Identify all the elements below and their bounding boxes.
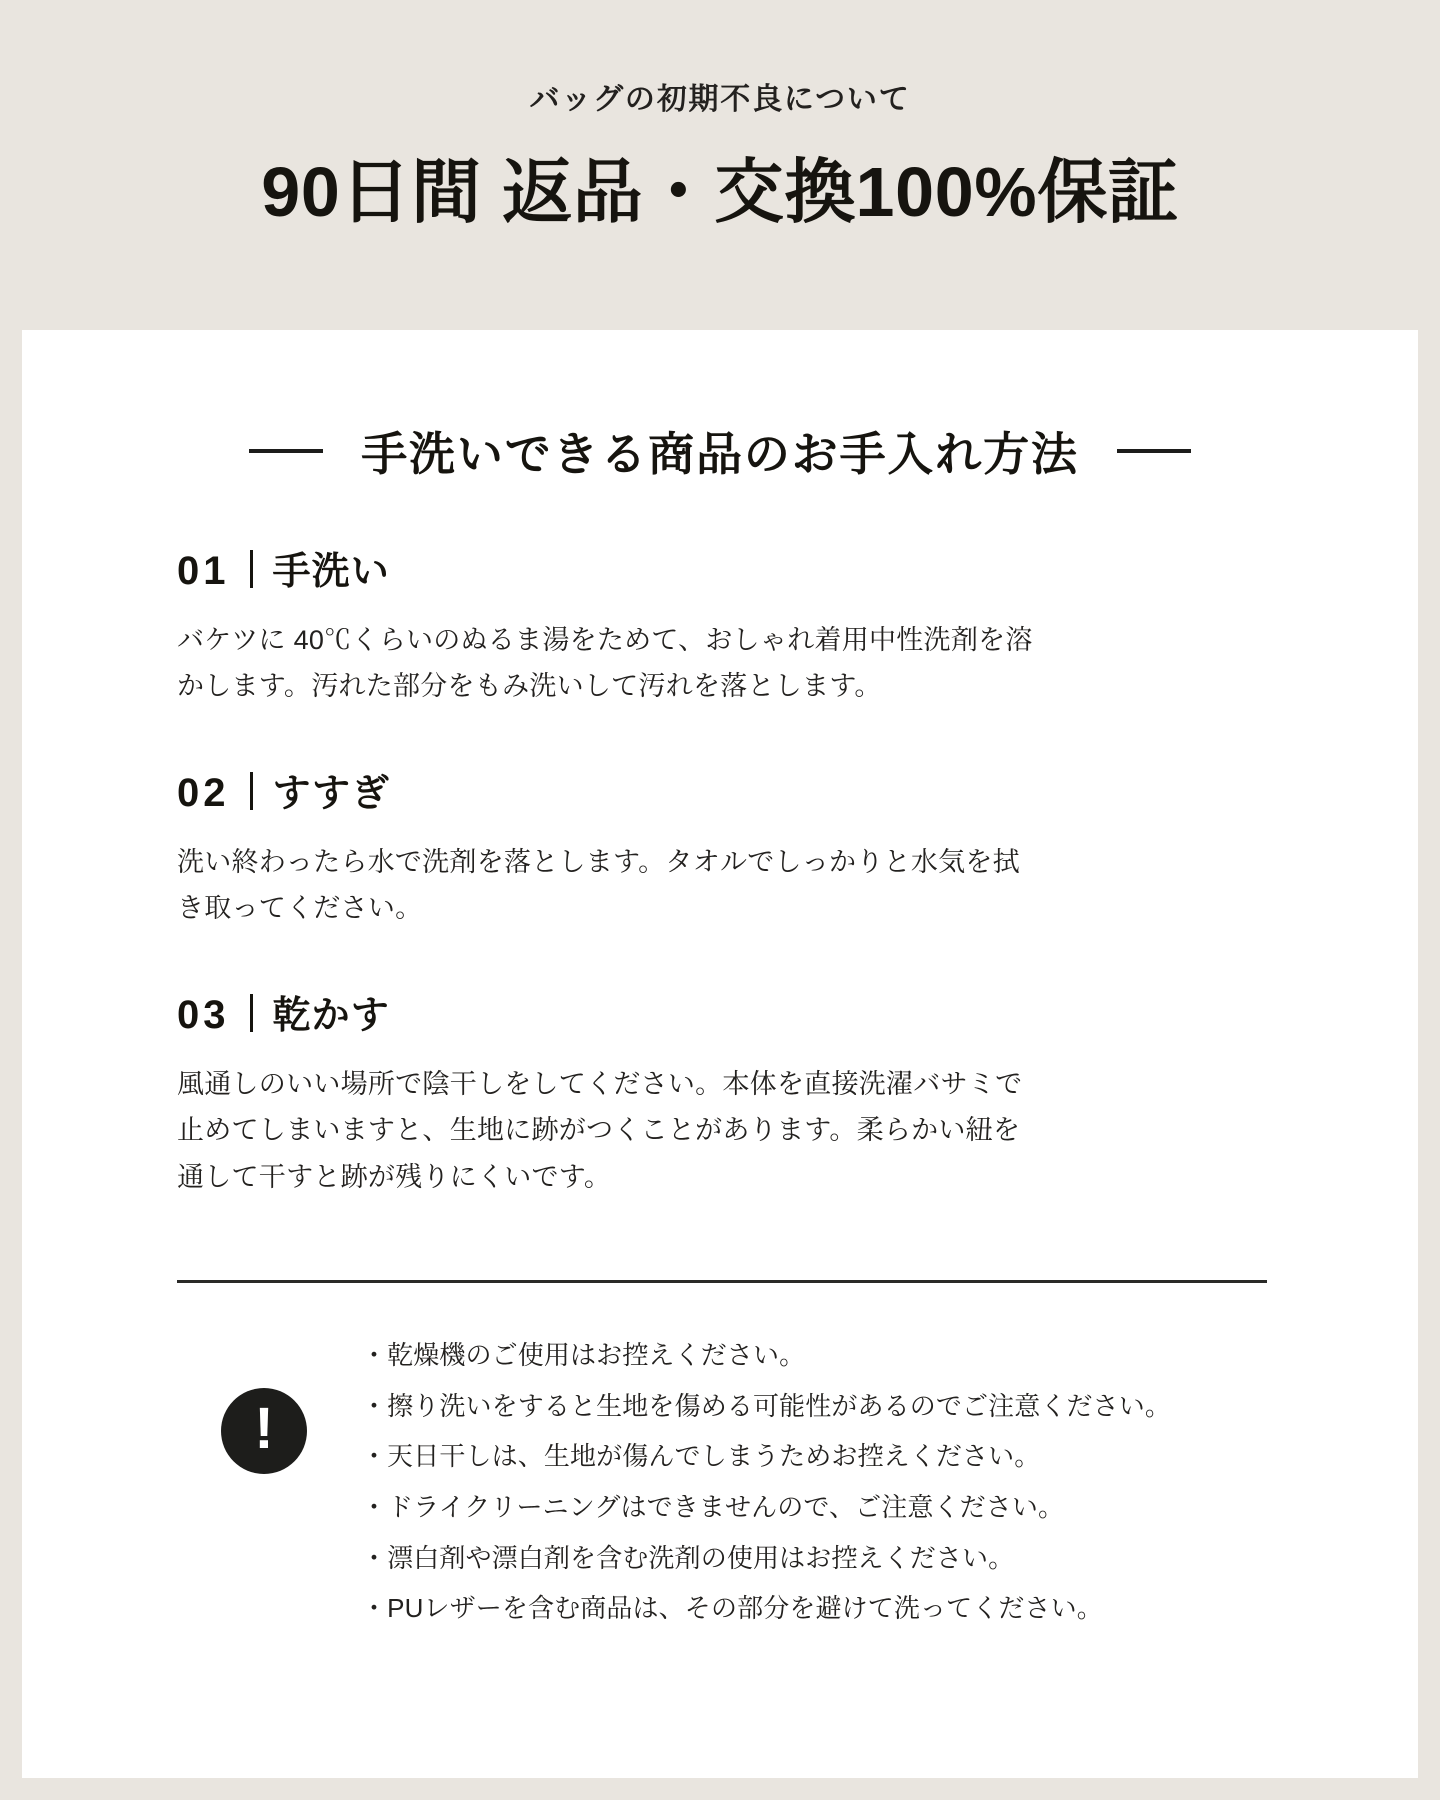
section-heading-text: 手洗いできる商品のお手入れ方法 — [361, 428, 1079, 480]
care-step — [177, 762, 1267, 932]
caution-item: ・天日干しは、生地が傷んでしまうためお控えください。 — [361, 1441, 1041, 1472]
care-step-title: 手洗い — [272, 551, 390, 593]
care-step-title: すすぎ — [272, 772, 391, 815]
header-title: 90日間 返品・交換100%保証 — [261, 153, 1179, 231]
care-step — [177, 540, 1267, 710]
care-step-number: 01 — [177, 549, 230, 593]
cautions-section — [177, 1330, 1277, 1634]
caution-item: ・ドライクリーニングはできませんので、ご注意ください。 — [361, 1492, 1065, 1523]
rule-right-decoration — [1117, 449, 1191, 453]
exclamation-mark-icon — [221, 1388, 307, 1474]
care-step-number: 03 — [177, 992, 230, 1037]
rule-left-decoration — [249, 449, 323, 453]
care-step-body: バケツに 40℃くらいのぬるま湯をためて、おしゃれ着用中性洗剤を溶かします。汚れた部分をもみ洗いして汚れを落とします。 — [177, 625, 1033, 702]
section-divider — [177, 1280, 1267, 1283]
header-banner — [0, 0, 1440, 330]
vertical-bar-icon — [250, 772, 253, 810]
caution-item: ・乾燥機のご使用はお控えください。 — [361, 1340, 806, 1370]
caution-item: ・漂白剤や漂白剤を含む洗剤の使用はお控えください。 — [361, 1542, 1015, 1573]
care-step-header — [177, 984, 1267, 1039]
content-card — [22, 330, 1418, 1778]
caution-item: ・擦り洗いをすると生地を傷める可能性があるのでご注意ください。 — [361, 1390, 1172, 1421]
caution-item: ・PUレザーを含む商品は、その部分を避けて洗ってください。 — [361, 1593, 1103, 1624]
care-step-body: 風通しのいい場所で陰干しをしてください。本体を直接洗濯バサミで止めてしまいますと、生地に跡がつくことがあります。柔らかい紐を通して干すと跡が残りにくいです。 — [177, 1068, 1023, 1192]
care-step-number: 02 — [177, 770, 230, 815]
vertical-bar-icon — [250, 994, 253, 1032]
content-card-inner — [22, 330, 1418, 1778]
section-heading — [22, 418, 1418, 484]
exclamation-glyph: ! — [254, 1396, 274, 1461]
header-subtitle: バッグの初期不良について — [529, 83, 911, 116]
care-steps-list — [177, 540, 1267, 1200]
vertical-bar-icon — [250, 550, 253, 588]
care-step-body: 洗い終わったら水で洗剤を落とします。タオルでしっかりと水気を拭き取ってください。 — [177, 846, 1020, 924]
cautions-list — [361, 1330, 1171, 1634]
care-step — [177, 984, 1267, 1200]
care-step-header — [177, 540, 1267, 595]
care-step-header — [177, 762, 1267, 817]
care-step-title: 乾かす — [272, 994, 390, 1037]
